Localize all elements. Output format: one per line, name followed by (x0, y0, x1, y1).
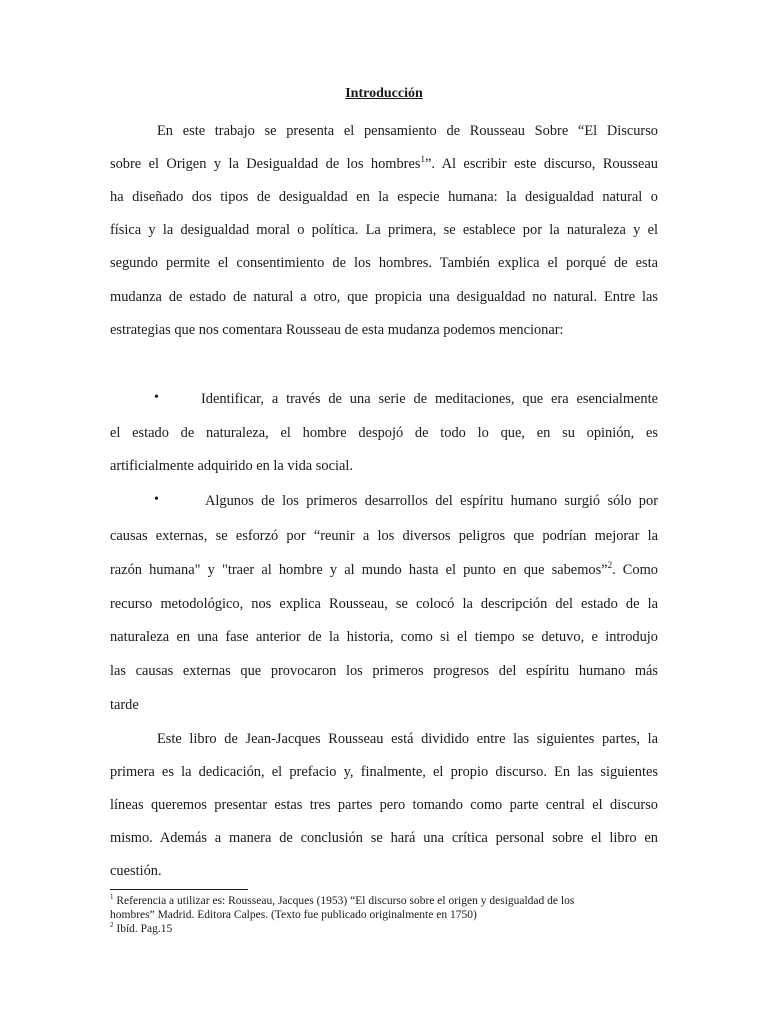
paragraph-line (110, 188, 658, 206)
paragraph-line (110, 796, 658, 814)
paragraph-line (157, 730, 658, 748)
bullet-icon: • (154, 492, 159, 507)
text: causas externas, se esforzó por “reunir a los diversos peligros que podrían mejorar la (110, 528, 658, 544)
list-item-line (110, 628, 658, 646)
list-item-line (110, 527, 658, 545)
list-item-line (110, 662, 658, 680)
text: hombres” Madrid. Editora Calpes. (Texto fue publicado originalmente en 1750) (110, 909, 477, 921)
text: recurso metodológico, nos explica Rousseau, se colocó la descripción del estado de la (110, 596, 658, 612)
text: Ibíd. Pag.15 (113, 923, 173, 935)
text: ”. Al escribir este discurso, Rousseau (424, 156, 658, 172)
footnote-ref: 1 (420, 154, 425, 165)
text: física y la desigualdad moral o política. La primera, se establece por la naturaleza y el (110, 222, 658, 238)
paragraph-line (110, 862, 658, 880)
text: estrategias que nos comentara Rousseau de esta mudanza podemos mencionar: (110, 322, 564, 338)
text: ha diseñado dos tipos de desigualdad en la especie humana: la desigualdad natural o (110, 189, 658, 205)
paragraph-line (110, 829, 658, 847)
page-title: Introducción (345, 86, 423, 101)
text: segundo permite el consentimiento de los hombres. También explica el porqué de esta (110, 255, 658, 271)
footnote (110, 922, 172, 936)
text: razón humana" y "traer al hombre y al mundo hasta el punto en que sabemos” (110, 562, 608, 578)
text: artificialmente adquirido en la vida social. (110, 458, 353, 474)
text: cuestión. (110, 863, 162, 879)
list-item-line (110, 595, 658, 613)
paragraph-line (110, 321, 658, 339)
list-item-line (201, 390, 658, 408)
bullet-icon: • (154, 390, 159, 405)
paragraph-line (110, 254, 658, 272)
text: Referencia a utilizar es: Rousseau, Jacques (1953) “El discurso sobre el origen y desigualdad de los (113, 895, 575, 907)
list-item-line (110, 696, 658, 714)
footnote (110, 908, 477, 922)
paragraph-line (157, 122, 658, 140)
text: Algunos de los primeros desarrollos del espíritu humano surgió sólo por (205, 493, 658, 509)
text: naturaleza en una fase anterior de la historia, como si el tiempo se detuvo, e introdujo (110, 629, 658, 645)
text: Identificar, a través de una serie de meditaciones, que era esencialmente (201, 391, 658, 407)
text: sobre el Origen y la Desigualdad de los hombres (110, 156, 421, 172)
footnote (110, 894, 574, 908)
footnote-ref: 2 (607, 560, 613, 571)
footnote-number: 2 (110, 921, 114, 930)
text: primera es la dedicación, el prefacio y, finalmente, el propio discurso. En las siguientes (110, 764, 658, 780)
list-item-line (110, 457, 658, 475)
text: mismo. Además a manera de conclusión se hará una crítica personal sobre el libro en (110, 830, 658, 846)
text: . Como (612, 562, 658, 578)
text: En este trabajo se presenta el pensamiento de Rousseau Sobre “El Discurso (157, 123, 658, 139)
paragraph-line (110, 221, 658, 239)
text: mudanza de estado de natural a otro, que propicia una desigualdad no natural. Entre las (110, 289, 658, 305)
footnote-separator (110, 889, 248, 890)
paragraph-line (110, 763, 658, 781)
list-item-line (110, 561, 658, 579)
footnote-number: 1 (110, 893, 114, 902)
text: tarde (110, 697, 139, 713)
text: el estado de naturaleza, el hombre despojó de todo lo que, en su opinión, es (110, 425, 658, 441)
paragraph-line (110, 155, 658, 173)
text: líneas queremos presentar estas tres partes pero tomando como parte central el discurso (110, 797, 658, 813)
list-item-line (110, 424, 658, 442)
text: las causas externas que provocaron los primeros progresos del espíritu humano más (110, 663, 658, 679)
paragraph-line (110, 288, 658, 306)
text: Este libro de Jean-Jacques Rousseau está dividido entre las siguientes partes, la (157, 731, 658, 747)
list-item-line (205, 492, 658, 510)
